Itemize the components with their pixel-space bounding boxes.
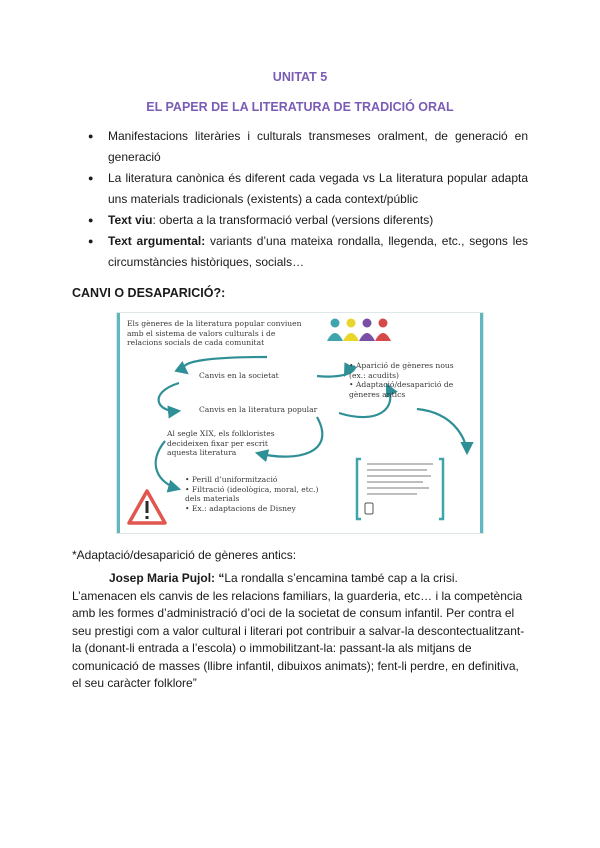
bullet-text: : oberta a la transformació verbal (versions diferents) [152,213,434,227]
quote-lead [72,570,530,588]
quote-body: L’amenacen els canvis de les relacions familiars, la guarderia, etc… i la competència amb les formes d’administració d’oci de la societat de consum infantil. Per contra el seu prestigi com a valor cultural i literari pot contribuir a salvar-la descontectualitzant-la (donant-li entrada a l’escola) o immobilitzant-la: passant-la als mitjans de comunicació de masses (llibre infantil, dibuixos animats); fent-li perdre, en definitiva, el seu caràcter folklore” [72,588,525,690]
warning-icon [129,491,165,523]
quote-block [72,570,530,693]
unit-heading: UNITAT 5 [272,70,328,84]
arrow-society-to-literature [159,383,179,411]
figure-folklorists: Al segle XIX, els folkloristes decideixen fixar per escrit aquesta literatura [167,429,275,458]
arrow-genres-to-book [417,409,467,453]
figure-intro-text: Els gèneres de la literatura popular conviuen amb el sistema de valors culturals i de relacions socials de cada comunitat [127,319,302,348]
list-item [88,168,528,210]
quote-first-sentence: La rondalla s’encamina també cap a la crisi. [224,571,458,585]
bullet-bold: Text viu [108,213,153,227]
bullet-text: variants d’una mateixa rondalla, llegenda, etc., segons les circumstàncies històriques, socials… [108,234,528,269]
list-item [88,126,528,168]
list-item [88,210,528,231]
figure-step-society: Canvis en la societat [199,371,279,380]
bullet-bold: Text argumental: [108,234,206,248]
bullet-list [88,126,528,273]
figure-caption: *Adaptació/desaparició de gèneres antics: [72,548,297,562]
book-page-icon [357,459,443,519]
figure-step-literature: Canvis en la literatura popular [199,405,318,414]
quote-author: Josep Maria Pujol: [109,571,216,585]
page-title: EL PAPER DE LA LITERATURA DE TRADICIÓ ORAL [146,100,454,114]
section-heading: CANVI O DESAPARICIÓ?: [72,286,226,300]
list-item [88,231,528,273]
figure-new-genres: • Aparició de gèneres nous (ex.: acudits) • Adaptació/desaparició de gèneres antics [349,361,454,399]
bullet-text: La literatura canònica és diferent cada vegada vs La literatura popular adapta uns materials tradicionals (existents) a cada context/públic [108,171,528,206]
quote-open-mark: “ [215,571,225,585]
infographic-figure [116,312,484,534]
figure-risks: • Perill d’uniformització • Filtració (ideològica, moral, etc.) dels materials • Ex.: adaptacions de Disney [185,475,319,513]
bullet-text: Manifestacions literàries i culturals transmeses oralment, de generació en generació [108,129,528,164]
